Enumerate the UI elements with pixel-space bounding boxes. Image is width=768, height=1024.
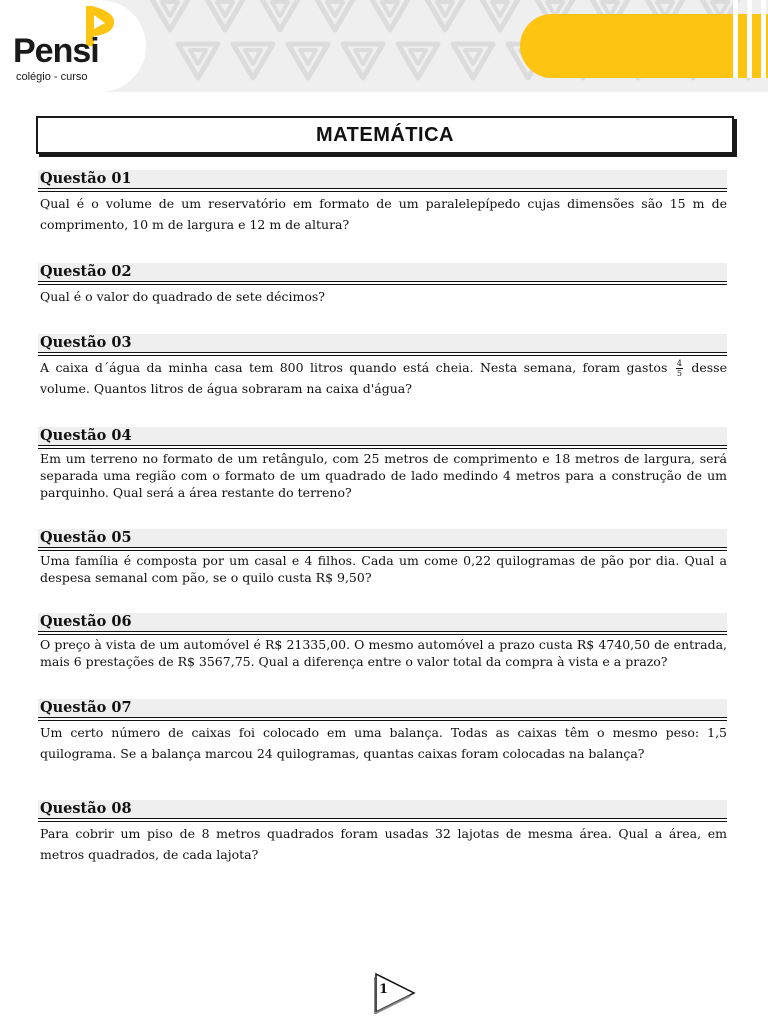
question-text: O preço à vista de um automóvel é R$ 21335,00. O mesmo automóvel a prazo custa R$ 4740,50 de entrada, mais 6 prestações de R$ 3567,75. Qual a diferença entre o valor total da compra à vista e a prazo? bbox=[40, 637, 727, 669]
question-05 bbox=[38, 529, 727, 586]
subject-title: MATEMÁTICA bbox=[316, 123, 454, 146]
question-text: Para cobrir um piso de 8 metros quadrados foram usadas 32 lajotas de mesma área. Qual a área, em metros quadrados, de cada lajota? bbox=[40, 826, 727, 862]
question-label: Questão 07 bbox=[38, 699, 727, 718]
question-text: Um certo número de caixas foi colocado em uma balança. Todas as caixas têm o mesmo peso: 1,5 quilograma. Se a balança marcou 24 quilogramas, quantas caixas foram colocadas na balança? bbox=[40, 725, 727, 761]
question-07 bbox=[38, 699, 727, 764]
question-text-end: desse volume. Quantos litros de água sobraram na caixa d'água? bbox=[40, 360, 727, 396]
question-text: Qual é o valor do quadrado de sete décimos? bbox=[40, 289, 325, 304]
question-text bbox=[38, 357, 727, 399]
question-text: Qual é o volume de um reservatório em formato de um paralelepípedo cujas dimensões são 15 m de comprimento, 10 m de largura e 12 m de altura? bbox=[40, 196, 727, 232]
question-08 bbox=[38, 800, 727, 865]
fraction-denominator: 5 bbox=[676, 369, 682, 378]
fraction bbox=[676, 359, 683, 378]
question-label: Questão 03 bbox=[38, 334, 727, 353]
page-number: 1 bbox=[379, 982, 389, 997]
logo bbox=[0, 0, 146, 92]
question-03 bbox=[38, 334, 727, 399]
question-06 bbox=[38, 613, 727, 670]
brand-subtitle: colégio - curso bbox=[16, 71, 88, 83]
question-02 bbox=[38, 263, 727, 307]
question-label: Questão 08 bbox=[38, 800, 727, 819]
header-stripe bbox=[733, 0, 738, 78]
question-label: Questão 04 bbox=[38, 427, 727, 446]
fraction-numerator: 4 bbox=[676, 359, 682, 368]
question-04 bbox=[38, 427, 727, 501]
header-stripe bbox=[747, 0, 752, 78]
subject-title-box bbox=[36, 116, 734, 154]
question-label: Questão 06 bbox=[38, 613, 727, 632]
question-label: Questão 05 bbox=[38, 529, 727, 548]
page-header bbox=[0, 0, 768, 92]
question-label: Questão 02 bbox=[38, 263, 727, 282]
brand-name: Pensi bbox=[13, 32, 99, 70]
question-label: Questão 01 bbox=[38, 170, 727, 189]
question-text: Uma família é composta por um casal e 4 filhos. Cada um come 0,22 quilogramas de pão por dia. Qual a despesa semanal com pão, se o quilo custa R$ 9,50? bbox=[40, 553, 727, 585]
question-01 bbox=[38, 170, 727, 235]
header-stripe bbox=[761, 0, 766, 78]
question-text-start: A caixa d´água da minha casa tem 800 litros quando está cheia. Nesta semana, foram gastos bbox=[40, 360, 668, 375]
question-text: Em um terreno no formato de um retângulo, com 25 metros de comprimento e 18 metros de largura, será separada uma região com o formato de um quadrado de lado medindo 4 metros para a construção de um parquinho. Qual será a área restante do terreno? bbox=[40, 451, 727, 500]
header-banner bbox=[520, 14, 768, 78]
